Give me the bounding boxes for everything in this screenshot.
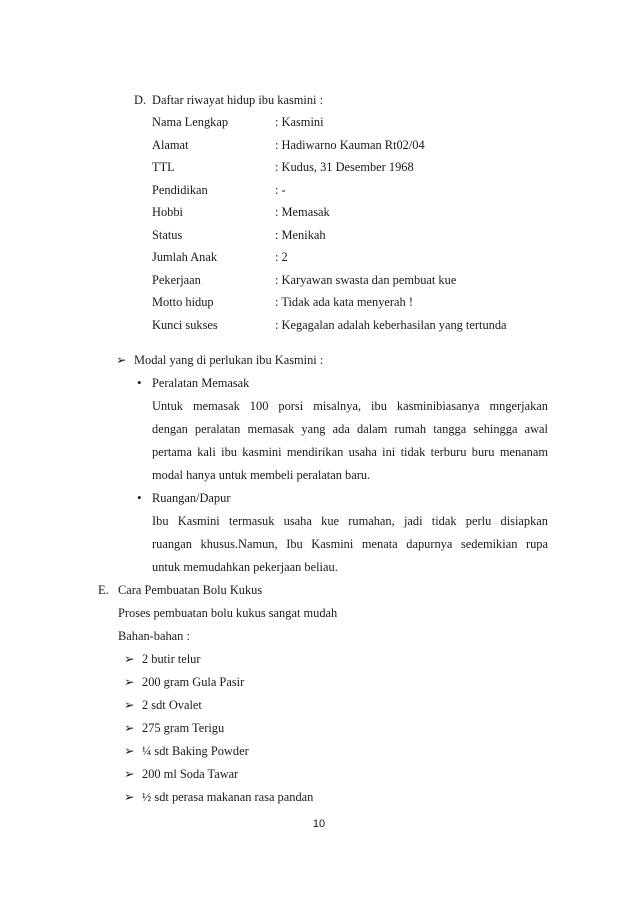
biodata-value: : Kudus, 31 Desember 1968 bbox=[275, 160, 414, 174]
page-number: 10 bbox=[312, 818, 326, 830]
ingredient-text: ¼ sdt Baking Powder bbox=[142, 744, 249, 758]
paragraph-line: pertama kali ibu kasmini mendirikan usaha ini tidak terburu buru menanam bbox=[152, 445, 548, 459]
list-item bbox=[124, 651, 201, 667]
biodata-key: Hobbi bbox=[152, 205, 183, 219]
ingredients-label: Bahan-bahan : bbox=[118, 629, 190, 643]
section-d-letter: D. bbox=[134, 93, 147, 107]
biodata-value: : Hadiwarno Kauman Rt02/04 bbox=[275, 138, 425, 152]
biodata-value: : Memasak bbox=[275, 205, 330, 219]
ingredient-text: 200 gram Gula Pasir bbox=[142, 675, 245, 689]
section-d-title: Daftar riwayat hidup ibu kasmini : bbox=[152, 93, 324, 107]
ingredient-text: ½ sdt perasa makanan rasa pandan bbox=[142, 790, 314, 804]
biodata-key: Jumlah Anak bbox=[152, 250, 218, 264]
paragraph-line: Untuk memasak 100 porsi misalnya, ibu kasminibiasanya mngerjakan bbox=[152, 399, 548, 413]
biodata-key: Alamat bbox=[152, 138, 189, 152]
arrow-bullet-icon: ➢ bbox=[124, 790, 135, 804]
ingredient-text: 200 ml Soda Tawar bbox=[142, 767, 239, 781]
paragraph-line: dengan peralatan memasak yang ada dalam rumah tangga sehingga awal bbox=[152, 422, 548, 436]
biodata-value: : - bbox=[275, 183, 286, 197]
ingredient-text: 2 butir telur bbox=[142, 652, 201, 666]
list-item bbox=[124, 697, 202, 713]
section-e-title: Cara Pembuatan Bolu Kukus bbox=[118, 583, 263, 597]
list-item bbox=[124, 789, 313, 805]
arrow-bullet-icon: ➢ bbox=[124, 652, 135, 666]
paragraph-line: modal hanya untuk membeli peralatan baru. bbox=[152, 468, 371, 482]
paragraph-line: ruangan khusus.Namun, Ibu Kasmini menata dapurnya sedemikian rupa bbox=[152, 537, 548, 551]
biodata-value: : Kasmini bbox=[275, 115, 324, 129]
biodata-key: Motto hidup bbox=[152, 295, 214, 309]
paragraph-line: untuk memudahkan pekerjaan beliau. bbox=[152, 560, 338, 574]
biodata-key: Pekerjaan bbox=[152, 273, 201, 287]
arrow-bullet-icon: ➢ bbox=[124, 698, 135, 712]
biodata-value: : Kegagalan adalah keberhasilan yang tertunda bbox=[275, 318, 507, 332]
list-item bbox=[124, 720, 224, 736]
section-e-letter: E. bbox=[98, 583, 109, 597]
list-item bbox=[124, 766, 238, 782]
bullet-dot-icon: • bbox=[137, 375, 142, 390]
list-item bbox=[124, 743, 249, 759]
biodata-key: Pendidikan bbox=[152, 183, 208, 197]
biodata-value: : Karyawan swasta dan pembuat kue bbox=[275, 273, 457, 287]
paragraph-line: Ibu Kasmini termasuk usaha kue rumahan, jadi tidak perlu disiapkan bbox=[152, 514, 548, 528]
modal-heading-text: Modal yang di perlukan ibu Kasmini : bbox=[134, 353, 324, 367]
modal-item-label: Ruangan/Dapur bbox=[152, 491, 231, 505]
arrow-bullet-icon: ➢ bbox=[124, 675, 135, 689]
arrow-bullet-icon: ➢ bbox=[124, 744, 135, 758]
list-item bbox=[124, 674, 244, 690]
biodata-key: TTL bbox=[152, 160, 175, 174]
modal-item-label: Peralatan Memasak bbox=[152, 376, 250, 390]
biodata-key: Status bbox=[152, 228, 183, 242]
biodata-value: : 2 bbox=[275, 250, 288, 264]
ingredient-text: 275 gram Terigu bbox=[142, 721, 225, 735]
bullet-dot-icon: • bbox=[137, 490, 142, 505]
biodata-value: : Menikah bbox=[275, 228, 326, 242]
arrow-bullet-icon: ➢ bbox=[124, 721, 135, 735]
arrow-bullet-icon: ➢ bbox=[116, 353, 127, 367]
arrow-bullet-icon: ➢ bbox=[124, 767, 135, 781]
ingredient-text: 2 sdt Ovalet bbox=[142, 698, 202, 712]
section-e-intro: Proses pembuatan bolu kukus sangat mudah bbox=[118, 606, 338, 620]
modal-heading bbox=[116, 352, 323, 368]
biodata-value: : Tidak ada kata menyerah ! bbox=[275, 295, 413, 309]
biodata-key: Kunci sukses bbox=[152, 318, 218, 332]
biodata-key: Nama Lengkap bbox=[152, 115, 229, 129]
